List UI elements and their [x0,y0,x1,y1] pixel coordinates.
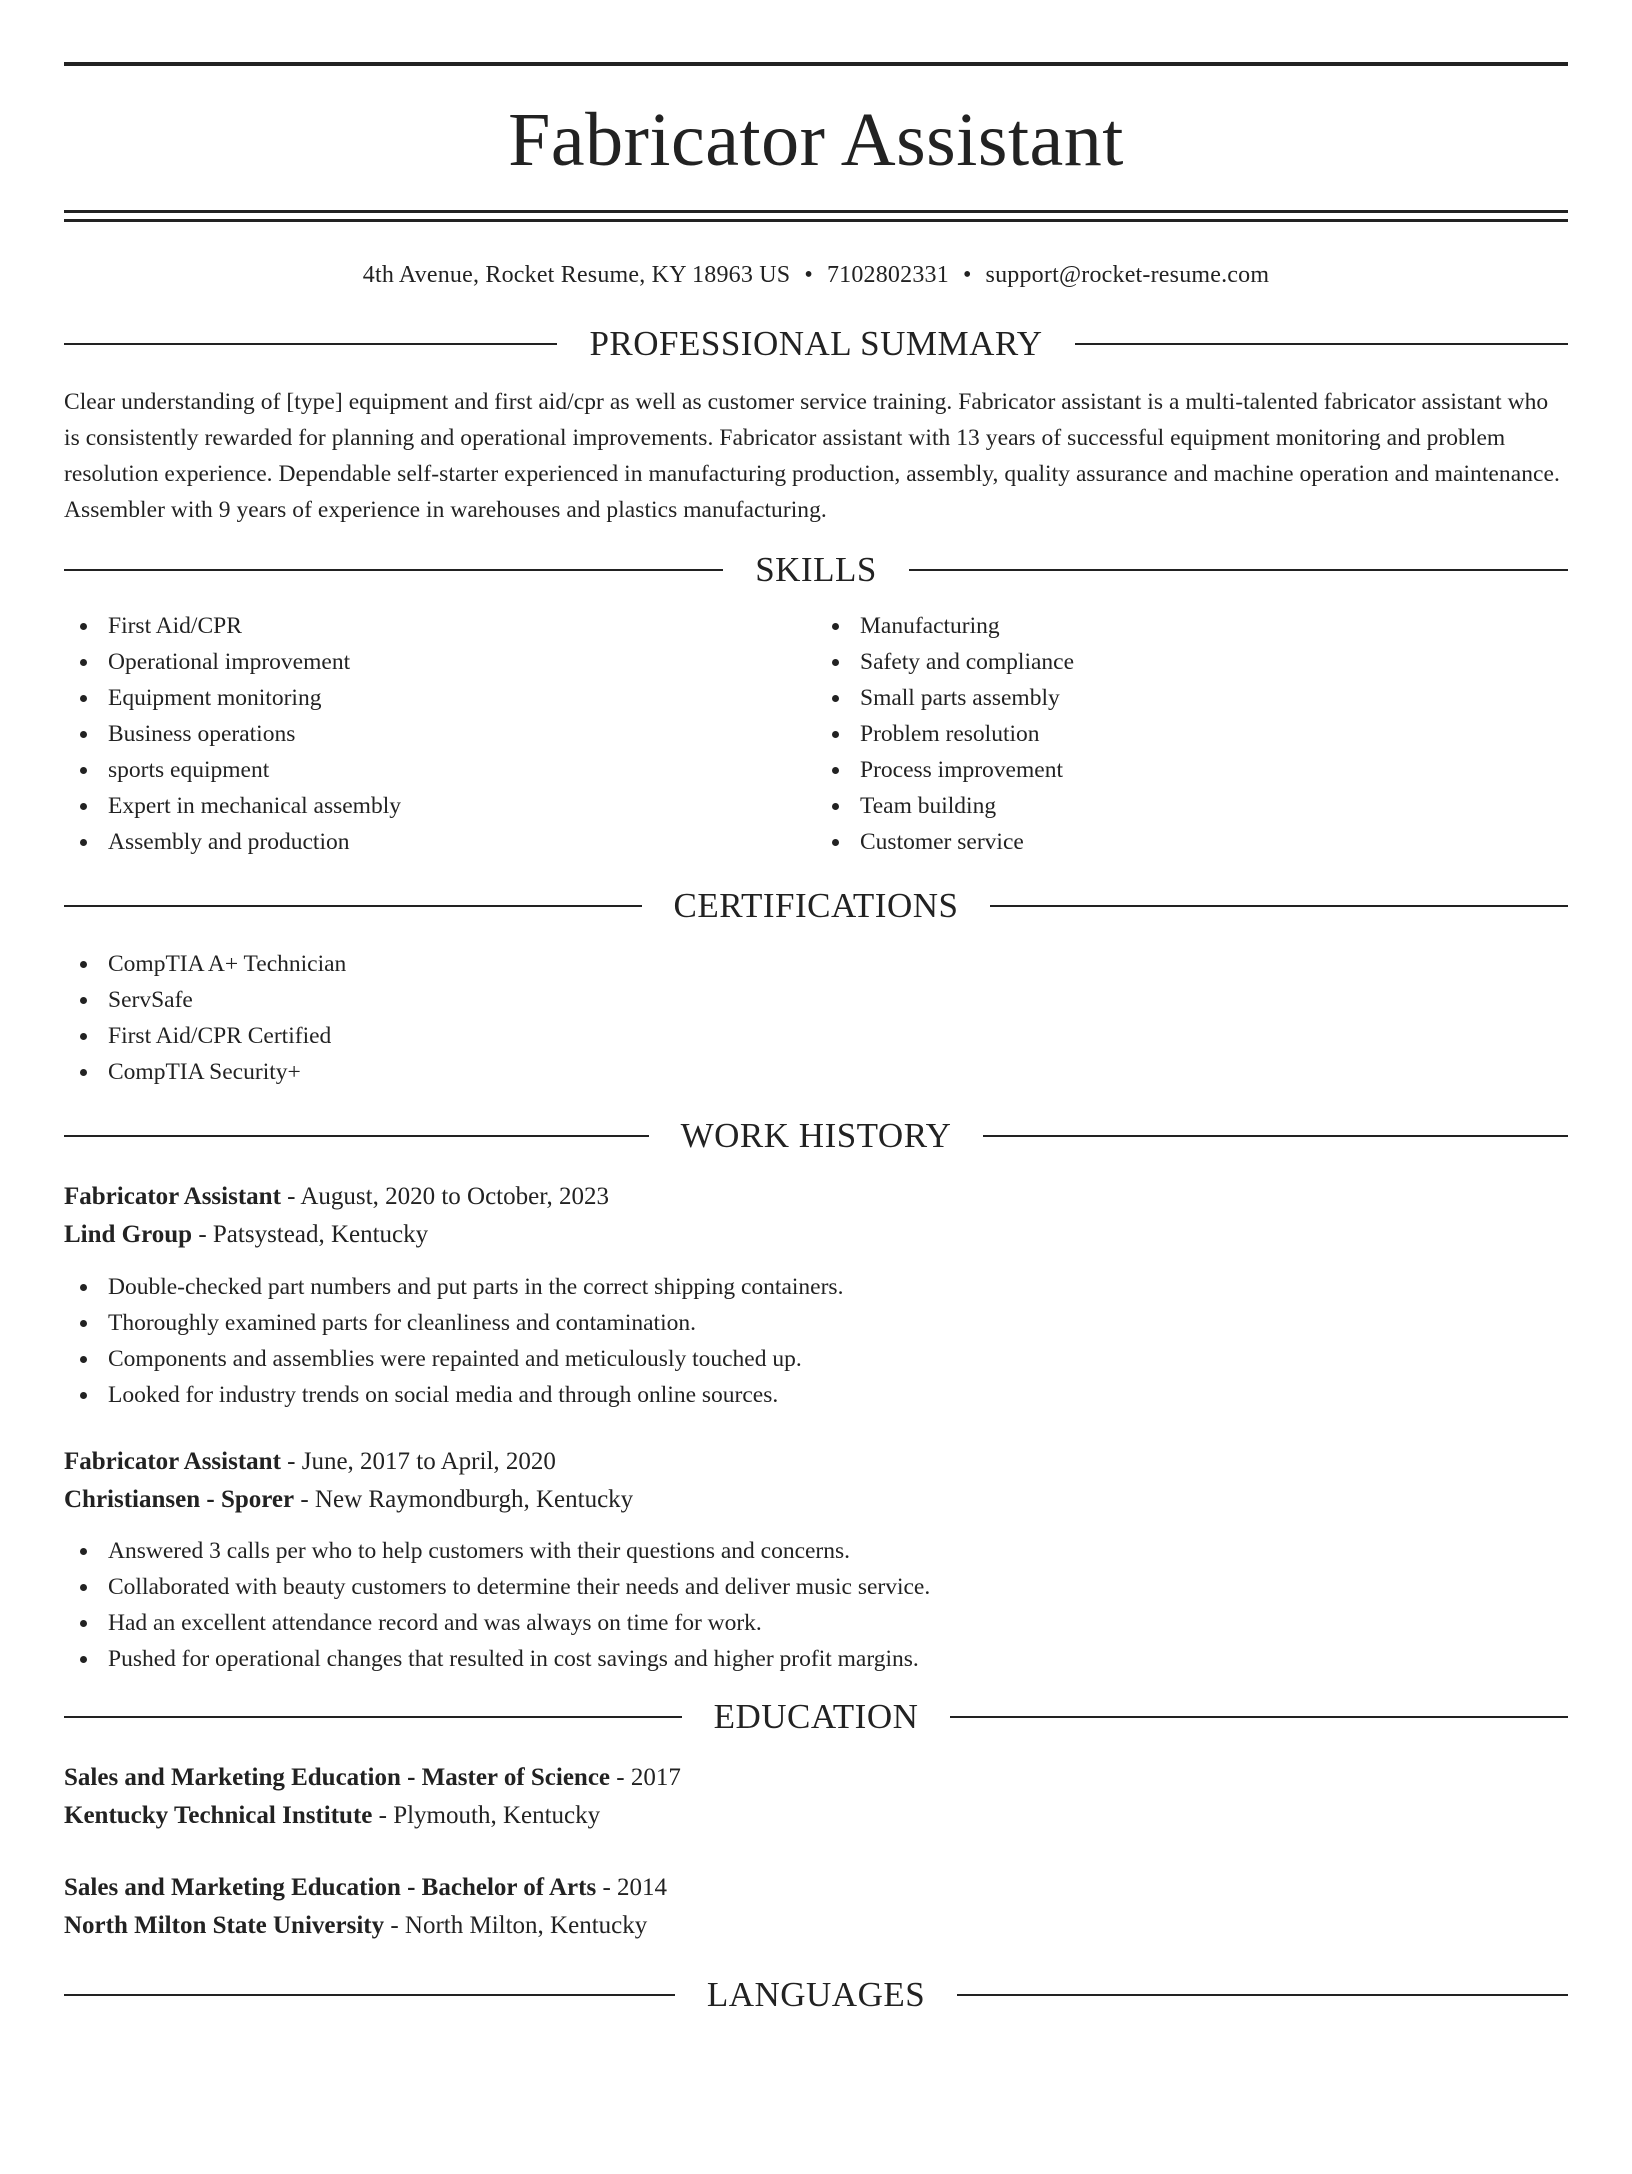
list-item: Double-checked part numbers and put parts in the correct shipping containers. [64,1269,1568,1305]
list-item: CompTIA A+ Technician [64,946,1568,982]
job-location: - New Raymondburgh, Kentucky [294,1486,634,1513]
section-heading-education [64,1697,1568,1737]
education-school: Kentucky Technical Institute [64,1802,373,1829]
skills-list-left [64,608,816,860]
list-item: Small parts assembly [816,680,1568,716]
education-degree: Sales and Marketing Education - Bachelor of Arts [64,1874,597,1901]
contact-address: 4th Avenue, Rocket Resume, KY 18963 US [362,262,791,288]
section-heading-label: LANGUAGES [706,1975,926,2014]
skills-list-right [816,608,1568,860]
section-heading-label: EDUCATION [713,1697,919,1736]
job-entry [64,1443,1568,1677]
section-heading-skills [64,550,1568,590]
list-item: Assembly and production [64,824,816,860]
job-title: Fabricator Assistant [64,1183,281,1210]
list-item: First Aid/CPR [64,608,816,644]
list-item: sports equipment [64,752,816,788]
skills-columns [64,608,1568,860]
certifications-list [64,946,1568,1090]
job-company-line [64,1216,1568,1254]
section-heading-summary [64,324,1568,364]
list-item: Thoroughly examined parts for cleanliness and contamination. [64,1305,1568,1341]
section-heading-label: CERTIFICATIONS [673,886,959,925]
job-company-line [64,1481,1568,1519]
education-school-line [64,1797,1568,1835]
resume-title: Fabricator Assistant [508,98,1124,182]
contact-separator: • [804,262,813,288]
list-item: Pushed for operational changes that resulted in cost savings and higher profit margins. [64,1641,1568,1677]
title-double-rule [64,210,1568,222]
list-item: Team building [816,788,1568,824]
education-year: - 2017 [610,1764,681,1791]
job-entry [64,1178,1568,1413]
section-heading-label: WORK HISTORY [680,1116,952,1155]
contact-separator: • [962,262,972,288]
resume-page [0,62,1632,2174]
education-location: - North Milton, Kentucky [384,1912,648,1939]
list-item: Expert in mechanical assembly [64,788,816,824]
education-location: - Plymouth, Kentucky [372,1802,601,1829]
list-item: Business operations [64,716,816,752]
top-rule [64,62,1568,66]
job-title-line [64,1178,1568,1216]
education-school-line [64,1907,1568,1945]
section-heading-label: SKILLS [755,550,877,589]
list-item: Process improvement [816,752,1568,788]
education-school: North Milton State University [64,1912,385,1939]
job-bullets [64,1269,1568,1413]
list-item: Manufacturing [816,608,1568,644]
list-item: ServSafe [64,982,1568,1018]
section-heading-certifications [64,886,1568,926]
job-dates: - August, 2020 to October, 2023 [280,1183,610,1210]
list-item: Customer service [816,824,1568,860]
list-item: Operational improvement [64,644,816,680]
list-item: First Aid/CPR Certified [64,1018,1568,1054]
job-title: Fabricator Assistant [64,1448,281,1475]
job-bullets [64,1533,1568,1677]
contact-line [64,260,1568,290]
section-heading-work-history [64,1116,1568,1156]
list-item: Safety and compliance [816,644,1568,680]
list-item: Problem resolution [816,716,1568,752]
section-heading-label: PROFESSIONAL SUMMARY [589,324,1043,363]
education-year: - 2014 [596,1874,668,1901]
list-item: CompTIA Security+ [64,1054,1568,1090]
education-degree-line [64,1869,1568,1907]
list-item: Components and assemblies were repainted and meticulously touched up. [64,1341,1568,1377]
contact-email[interactable]: support@rocket-resume.com [985,262,1270,288]
list-item: Looked for industry trends on social media and through online sources. [64,1377,1568,1413]
list-item: Answered 3 calls per who to help customers with their questions and concerns. [64,1533,1568,1569]
education-degree-line [64,1759,1568,1797]
education-entry [64,1869,1568,1945]
list-item: Had an excellent attendance record and was always on time for work. [64,1605,1568,1641]
section-heading-languages [64,1975,1568,2015]
summary-text: Clear understanding of [type] equipment and first aid/cpr as well as customer service training. Fabricator assistant is a multi-talented fabricator assistant who is consistently rewarded for planning and operational improvements. Fabricator assistant with 13 years of successful equipment monitoring and problem resolution experience. Dependable self-starter experienced in manufacturing production, assembly, quality assurance and machine operation and maintenance. Assembler with 9 years of experience in warehouses and plastics manufacturing. [64,389,1560,523]
list-item: Collaborated with beauty customers to determine their needs and deliver music service. [64,1569,1568,1605]
job-dates: - June, 2017 to April, 2020 [280,1448,556,1475]
job-company: Lind Group [64,1221,193,1248]
job-title-line [64,1443,1568,1481]
job-location: - Patsystead, Kentucky [192,1221,429,1248]
contact-phone: 7102802331 [826,262,949,288]
education-degree: Sales and Marketing Education - Master of Science [64,1764,611,1791]
list-item: Equipment monitoring [64,680,816,716]
education-entry [64,1759,1568,1835]
job-company: Christiansen - Sporer [64,1486,295,1513]
